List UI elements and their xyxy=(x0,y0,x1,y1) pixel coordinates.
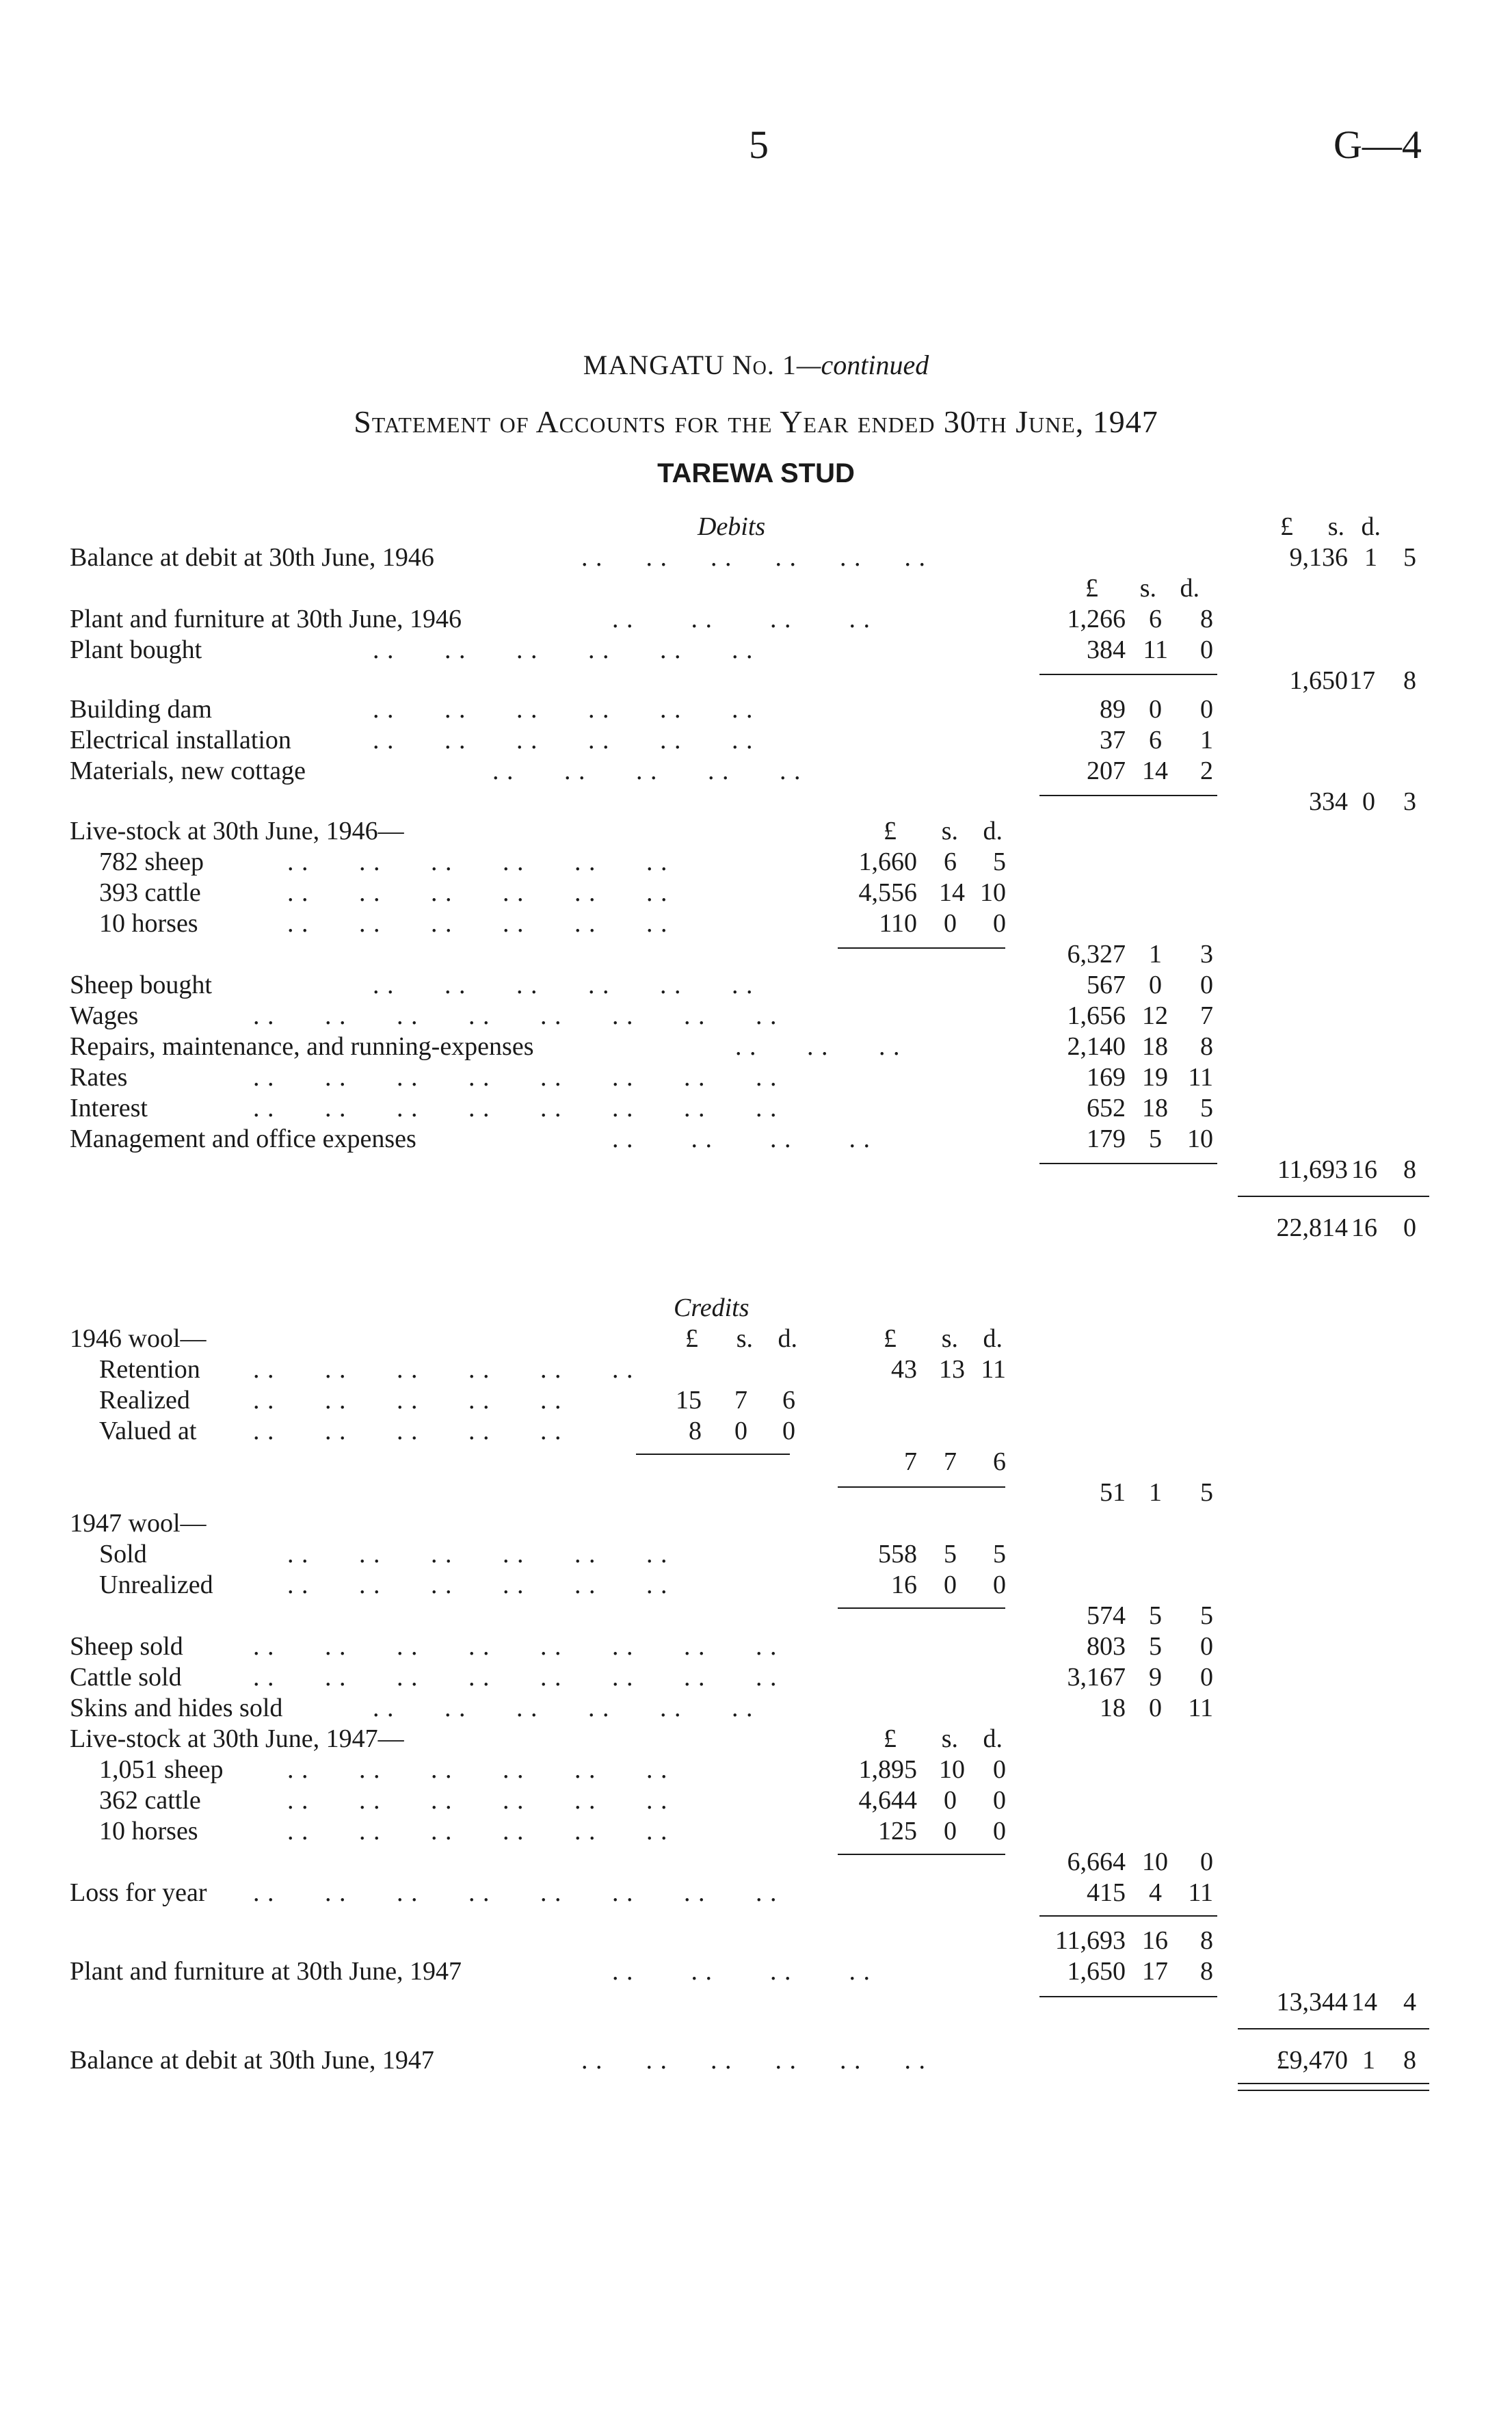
skins-sold-pence: 11 xyxy=(1188,1694,1213,1722)
livestock-1947-cattle-shillings: 0 xyxy=(944,1786,957,1815)
livestock-1946-total-pence: 3 xyxy=(1200,940,1213,969)
wool-1947-unrealized-shillings: 0 xyxy=(944,1571,957,1599)
wool-1946-realized-shillings: 7 xyxy=(734,1386,747,1415)
livestock-1946-total-pounds: 6,327 xyxy=(1067,940,1126,969)
title-continued: —continued xyxy=(796,350,929,380)
c4-header-pence: d. xyxy=(1361,512,1381,541)
balance-1946-shillings: 1 xyxy=(1364,543,1377,572)
expense-repairs-shillings: 18 xyxy=(1142,1032,1168,1061)
debits-grand-total-pence: 0 xyxy=(1403,1213,1416,1242)
leader-dots: . . . . . . . . . . . . xyxy=(373,1694,754,1722)
plant-1947-pounds: 1,650 xyxy=(1067,1957,1126,1986)
livestock-1947-total-pence: 0 xyxy=(1200,1848,1213,1876)
title-main: MANGATU No. 1 xyxy=(583,350,797,380)
wool-1947-sold-label: Sold xyxy=(99,1540,147,1568)
expense-sheep-bought-pounds: 567 xyxy=(1087,971,1126,999)
electrical-pence: 1 xyxy=(1200,726,1213,754)
plant-total-shillings: 17 xyxy=(1349,666,1375,695)
livestock-1947-horses-pounds: 125 xyxy=(878,1817,917,1845)
expense-interest-label: Interest xyxy=(70,1094,148,1122)
sum-rule xyxy=(838,1607,1005,1609)
leader-dots: . . . . . . . . . . . . . . . . xyxy=(253,1663,778,1692)
leader-dots: . . . . . . . . . . xyxy=(492,757,801,785)
livestock-1946-cattle-pence: 10 xyxy=(980,878,1006,907)
skins-sold-shillings: 0 xyxy=(1149,1694,1162,1722)
livestock-1947-horses-label: 10 horses xyxy=(99,1817,198,1845)
leader-dots: . . . . . . . . . . . . xyxy=(287,1786,668,1815)
wool-1947-sold-pounds: 558 xyxy=(878,1540,917,1568)
sum-rule xyxy=(1039,674,1217,675)
expense-rates-pounds: 169 xyxy=(1087,1063,1126,1092)
expense-rates-shillings: 19 xyxy=(1142,1063,1168,1092)
wool-1946-retention-pence: 11 xyxy=(981,1355,1006,1384)
cattle-sold-label: Cattle sold xyxy=(70,1663,182,1692)
livestock-1947-cattle-pounds: 4,644 xyxy=(858,1786,917,1815)
wool-1946-retention-label: Retention xyxy=(99,1355,200,1384)
credits-total-pence: 4 xyxy=(1403,1988,1416,2016)
c4-header-pounds: £ xyxy=(1280,512,1293,541)
page-reference: G—4 xyxy=(1334,122,1422,167)
sum-rule xyxy=(838,947,1005,949)
double-rule xyxy=(1238,2083,1429,2084)
expense-rates-label: Rates xyxy=(70,1063,128,1092)
leader-dots: . . . . . . . . . . . . . . . . xyxy=(253,1094,778,1122)
wool-1946-diff-shillings: 7 xyxy=(944,1447,957,1476)
leader-dots: . . . . . . . . . . . . xyxy=(287,1540,668,1568)
livestock-1946-horses-pence: 0 xyxy=(993,909,1006,938)
c3-header-pounds: £ xyxy=(1085,574,1098,603)
balance-1946-label: Balance at debit at 30th June, 1946 xyxy=(70,543,434,572)
expense-repairs-label: Repairs, maintenance, and running-expenses xyxy=(70,1032,534,1061)
leader-dots: . . . . . . . . . . . . xyxy=(287,1755,668,1784)
expenses-total-shillings: 16 xyxy=(1351,1155,1377,1184)
sum-rule xyxy=(1238,2028,1429,2029)
balance-1947-label: Balance at debit at 30th June, 1947 xyxy=(70,2046,434,2075)
wool-1946-realized-pounds: 15 xyxy=(676,1386,702,1415)
expenses-total-pounds: 11,693 xyxy=(1277,1155,1348,1184)
leader-dots: . . . . . . . . xyxy=(612,1957,871,1986)
plant-1947-shillings: 17 xyxy=(1142,1957,1168,1986)
sheep-sold-pence: 0 xyxy=(1200,1632,1213,1661)
plant-bought-shillings: 11 xyxy=(1143,635,1168,664)
leader-dots: . . . . . . . . xyxy=(612,1125,871,1153)
c2-header-shillings: s. xyxy=(941,1324,958,1353)
wool-1946-valued-pence: 0 xyxy=(782,1417,795,1445)
livestock-1946-sheep-label: 782 sheep xyxy=(99,847,204,876)
leader-dots: . . . . . . . . . . . . xyxy=(253,1355,634,1384)
expense-interest-pounds: 652 xyxy=(1087,1094,1126,1122)
electrical-shillings: 6 xyxy=(1149,726,1162,754)
sheep-sold-pounds: 803 xyxy=(1087,1632,1126,1661)
livestock-1946-cattle-shillings: 14 xyxy=(939,878,965,907)
wool-1946-label: 1946 wool— xyxy=(70,1324,207,1353)
leader-dots: . . . . . . xyxy=(735,1032,901,1061)
wool-1946-retention-shillings: 13 xyxy=(939,1355,965,1384)
plant-1946-shillings: 6 xyxy=(1149,605,1162,633)
livestock-1946-sheep-pounds: 1,660 xyxy=(858,847,917,876)
sum-rule xyxy=(1039,1996,1217,1997)
sheep-sold-label: Sheep sold xyxy=(70,1632,183,1661)
statement-title: Statement of Accounts for the Year ended 30th June, 1947 xyxy=(354,404,1158,439)
credits-subtotal-shillings: 16 xyxy=(1142,1926,1168,1955)
sum-rule xyxy=(636,1454,790,1455)
livestock-1946-sheep-pence: 5 xyxy=(993,847,1006,876)
building-dam-label: Building dam xyxy=(70,695,212,724)
wool-1947-total-pence: 5 xyxy=(1200,1601,1213,1630)
electrical-label: Electrical installation xyxy=(70,726,291,754)
wool-1947-total-pounds: 574 xyxy=(1087,1601,1126,1630)
leader-dots: . . . . . . . . . . . . xyxy=(373,971,754,999)
wool-1946-diff-pounds: 7 xyxy=(904,1447,917,1476)
c4-header-shillings: s. xyxy=(1327,512,1344,541)
wool-1947-sold-shillings: 5 xyxy=(944,1540,957,1568)
sum-rule xyxy=(1039,795,1217,796)
skins-sold-label: Skins and hides sold xyxy=(70,1694,283,1722)
wool-1947-unrealized-label: Unrealized xyxy=(99,1571,213,1599)
livestock-1946-label: Live-stock at 30th June, 1946— xyxy=(70,817,404,845)
leader-dots: . . . . . . . . . . . . xyxy=(373,635,754,664)
c2-header-shillings: s. xyxy=(941,817,958,845)
wool-1946-retention-pounds: 43 xyxy=(891,1355,917,1384)
livestock-1947-cattle-label: 362 cattle xyxy=(99,1786,201,1815)
materials-shillings: 14 xyxy=(1142,757,1168,785)
c1-header-pence: d. xyxy=(778,1324,797,1353)
expense-sheep-bought-pence: 0 xyxy=(1200,971,1213,999)
c3-header-pence: d. xyxy=(1180,574,1199,603)
livestock-1947-total-pounds: 6,664 xyxy=(1067,1848,1126,1876)
wool-1947-total-shillings: 5 xyxy=(1149,1601,1162,1630)
plant-bought-pounds: 384 xyxy=(1087,635,1126,664)
leader-dots: . . . . . . . . . . . . xyxy=(581,2046,926,2075)
livestock-1947-sheep-shillings: 10 xyxy=(939,1755,965,1784)
expense-sheep-bought-shillings: 0 xyxy=(1149,971,1162,999)
wool-1946-diff-pence: 6 xyxy=(993,1447,1006,1476)
balance-1946-pounds: 9,136 xyxy=(1289,543,1348,572)
balance-1947-shillings: 1 xyxy=(1362,2046,1375,2075)
materials-pence: 2 xyxy=(1200,757,1213,785)
wool-1946-valued-label: Valued at xyxy=(99,1417,197,1445)
materials-pounds: 207 xyxy=(1087,757,1126,785)
plant-1947-pence: 8 xyxy=(1200,1957,1213,1986)
expense-management-pence: 10 xyxy=(1187,1125,1213,1153)
balance-1946-pence: 5 xyxy=(1403,543,1416,572)
expenses-total-pence: 8 xyxy=(1403,1155,1416,1184)
expense-wages-pence: 7 xyxy=(1200,1001,1213,1030)
stud-title: TAREWA STUD xyxy=(657,458,855,488)
expense-wages-shillings: 12 xyxy=(1142,1001,1168,1030)
c3-header-shillings: s. xyxy=(1139,574,1156,603)
plant-1946-pounds: 1,266 xyxy=(1067,605,1126,633)
leader-dots: . . . . . . . . . . . . xyxy=(287,878,668,907)
expense-wages-label: Wages xyxy=(70,1001,139,1030)
cattle-sold-pounds: 3,167 xyxy=(1067,1663,1126,1692)
sum-rule xyxy=(1238,1196,1429,1197)
building-dam-shillings: 0 xyxy=(1149,695,1162,724)
livestock-1947-horses-pence: 0 xyxy=(993,1817,1006,1845)
c2-header-pounds: £ xyxy=(884,1724,897,1753)
building-dam-pence: 0 xyxy=(1200,695,1213,724)
building-total-pence: 3 xyxy=(1403,787,1416,816)
credits-heading: Credits xyxy=(674,1293,750,1322)
expense-sheep-bought-label: Sheep bought xyxy=(70,971,212,999)
leader-dots: . . . . . . . . . . . . xyxy=(287,847,668,876)
credits-total-shillings: 14 xyxy=(1351,1988,1377,2016)
debits-grand-total-pounds: 22,814 xyxy=(1276,1213,1348,1242)
expense-rates-pence: 11 xyxy=(1188,1063,1213,1092)
expense-interest-pence: 5 xyxy=(1200,1094,1213,1122)
expense-management-label: Management and office expenses xyxy=(70,1125,416,1153)
cattle-sold-pence: 0 xyxy=(1200,1663,1213,1692)
expense-interest-shillings: 18 xyxy=(1142,1094,1168,1122)
c1-header-shillings: s. xyxy=(736,1324,753,1353)
livestock-1946-total-shillings: 1 xyxy=(1149,940,1162,969)
balance-1947-pence: 8 xyxy=(1403,2046,1416,2075)
expense-wages-pounds: 1,656 xyxy=(1067,1001,1126,1030)
wool-1946-realized-label: Realized xyxy=(99,1386,190,1415)
livestock-1947-sheep-pounds: 1,895 xyxy=(858,1755,917,1784)
leader-dots: . . . . . . . . . . . . xyxy=(373,726,754,754)
livestock-1947-horses-shillings: 0 xyxy=(944,1817,957,1845)
wool-1947-unrealized-pounds: 16 xyxy=(891,1571,917,1599)
c2-header-pence: d. xyxy=(983,817,1003,845)
credits-subtotal-pence: 8 xyxy=(1200,1926,1213,1955)
leader-dots: . . . . . . . . . . . . xyxy=(287,1817,668,1845)
double-rule xyxy=(1238,2090,1429,2091)
building-total-pounds: 334 xyxy=(1309,787,1348,816)
sum-rule xyxy=(838,1486,1005,1488)
livestock-1946-horses-label: 10 horses xyxy=(99,909,198,938)
leader-dots: . . . . . . . . . . . . . . . . xyxy=(253,1063,778,1092)
leader-dots: . . . . . . . . xyxy=(612,605,871,633)
c2-header-pounds: £ xyxy=(884,1324,897,1353)
livestock-1946-cattle-label: 393 cattle xyxy=(99,878,201,907)
livestock-1946-horses-shillings: 0 xyxy=(944,909,957,938)
plant-total-pence: 8 xyxy=(1403,666,1416,695)
livestock-1947-sheep-label: 1,051 sheep xyxy=(99,1755,224,1784)
livestock-1947-cattle-pence: 0 xyxy=(993,1786,1006,1815)
leader-dots: . . . . . . . . . . . . xyxy=(373,695,754,724)
wool-1946-total-pence: 5 xyxy=(1200,1478,1213,1507)
expense-repairs-pounds: 2,140 xyxy=(1067,1032,1126,1061)
leader-dots: . . . . . . . . . . xyxy=(253,1386,562,1415)
wool-1946-valued-shillings: 0 xyxy=(734,1417,747,1445)
leader-dots: . . . . . . . . . . . . . . . . xyxy=(253,1878,778,1907)
wool-1947-unrealized-pence: 0 xyxy=(993,1571,1006,1599)
leader-dots: . . . . . . . . . . xyxy=(253,1417,562,1445)
plant-total-pounds: 1,650 xyxy=(1289,666,1348,695)
wool-1946-total-pounds: 51 xyxy=(1100,1478,1126,1507)
c2-header-pence: d. xyxy=(983,1724,1003,1753)
livestock-1946-horses-pounds: 110 xyxy=(879,909,917,938)
leader-dots: . . . . . . . . . . . . . . . . xyxy=(253,1001,778,1030)
livestock-1947-total-shillings: 10 xyxy=(1142,1848,1168,1876)
livestock-1947-label: Live-stock at 30th June, 1947— xyxy=(70,1724,404,1753)
leader-dots: . . . . . . . . . . . . xyxy=(287,1571,668,1599)
leader-dots: . . . . . . . . . . . . xyxy=(581,543,926,572)
debits-heading: Debits xyxy=(698,512,766,541)
wool-1947-label: 1947 wool— xyxy=(70,1509,207,1538)
livestock-1946-cattle-pounds: 4,556 xyxy=(858,878,917,907)
plant-1947-label: Plant and furniture at 30th June, 1947 xyxy=(70,1957,462,1986)
wool-1946-realized-pence: 6 xyxy=(782,1386,795,1415)
cattle-sold-shillings: 9 xyxy=(1149,1663,1162,1692)
materials-label: Materials, new cottage xyxy=(70,757,306,785)
plant-bought-pence: 0 xyxy=(1200,635,1213,664)
sum-rule xyxy=(838,1854,1005,1855)
loss-for-year-pence: 11 xyxy=(1188,1878,1213,1907)
sum-rule xyxy=(1039,1163,1217,1164)
expense-repairs-pence: 8 xyxy=(1200,1032,1213,1061)
c2-header-pounds: £ xyxy=(884,817,897,845)
page-number: 5 xyxy=(749,122,769,167)
leader-dots: . . . . . . . . . . . . xyxy=(287,909,668,938)
wool-1946-total-shillings: 1 xyxy=(1149,1478,1162,1507)
expense-management-shillings: 5 xyxy=(1149,1125,1162,1153)
livestock-1947-sheep-pence: 0 xyxy=(993,1755,1006,1784)
expense-management-pounds: 179 xyxy=(1087,1125,1126,1153)
c1-header-pounds: £ xyxy=(685,1324,698,1353)
sheep-sold-shillings: 5 xyxy=(1149,1632,1162,1661)
building-dam-pounds: 89 xyxy=(1100,695,1126,724)
loss-for-year-shillings: 4 xyxy=(1149,1878,1162,1907)
c2-header-shillings: s. xyxy=(941,1724,958,1753)
credits-total-pounds: 13,344 xyxy=(1276,1988,1348,2016)
plant-1946-label: Plant and furniture at 30th June, 1946 xyxy=(70,605,462,633)
loss-for-year-pounds: 415 xyxy=(1087,1878,1126,1907)
credits-subtotal-pounds: 11,693 xyxy=(1055,1926,1126,1955)
plant-bought-label: Plant bought xyxy=(70,635,202,664)
c2-header-pence: d. xyxy=(983,1324,1003,1353)
balance-1947-pounds: £9,470 xyxy=(1276,2046,1348,2075)
document-title xyxy=(0,349,1512,381)
wool-1947-sold-pence: 5 xyxy=(993,1540,1006,1568)
sum-rule xyxy=(1039,1915,1217,1917)
livestock-1946-sheep-shillings: 6 xyxy=(944,847,957,876)
plant-1946-pence: 8 xyxy=(1200,605,1213,633)
debits-grand-total-shillings: 16 xyxy=(1351,1213,1377,1242)
wool-1946-valued-pounds: 8 xyxy=(689,1417,702,1445)
skins-sold-pounds: 18 xyxy=(1100,1694,1126,1722)
leader-dots: . . . . . . . . . . . . . . . . xyxy=(253,1632,778,1661)
building-total-shillings: 0 xyxy=(1362,787,1375,816)
loss-for-year-label: Loss for year xyxy=(70,1878,207,1907)
electrical-pounds: 37 xyxy=(1100,726,1126,754)
